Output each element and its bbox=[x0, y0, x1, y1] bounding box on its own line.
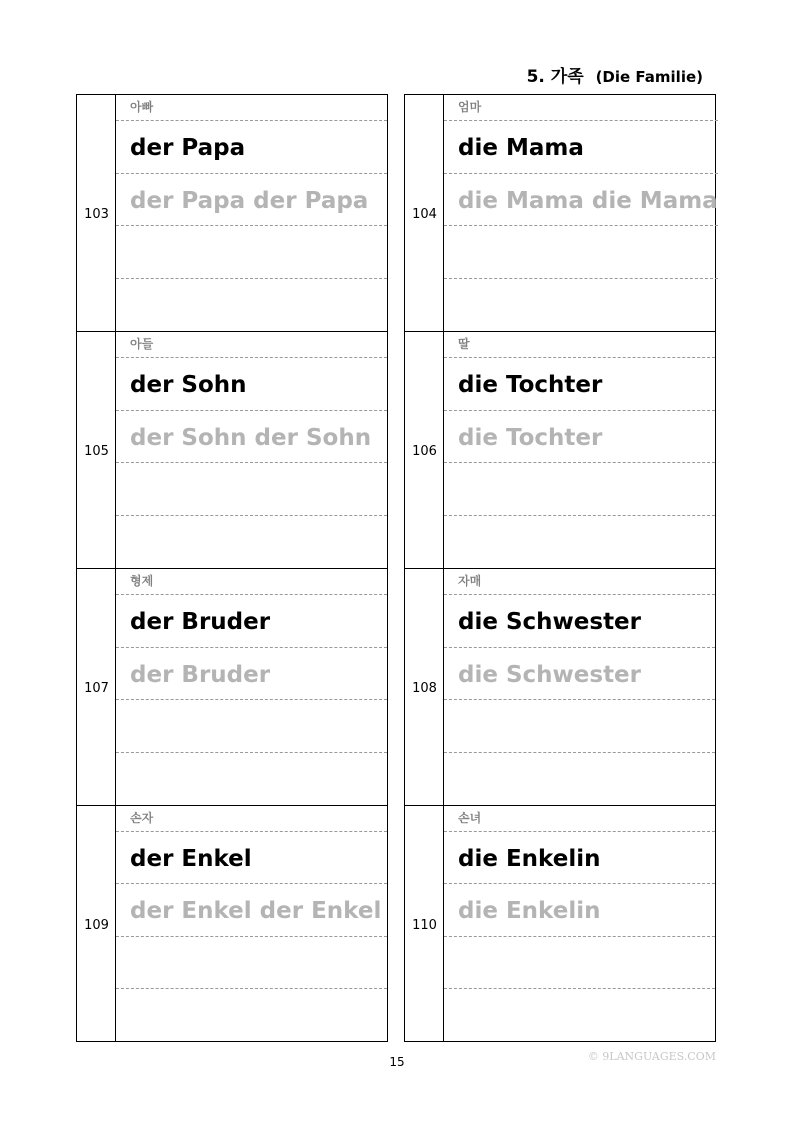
section-header bbox=[527, 62, 703, 87]
practice-line bbox=[116, 989, 387, 1041]
practice-line bbox=[116, 700, 387, 753]
word-card bbox=[404, 805, 716, 1042]
section-title: 5. 가족 bbox=[526, 67, 584, 87]
card-number: 106 bbox=[412, 444, 437, 459]
practice-line bbox=[116, 463, 387, 516]
german-word: die Tochter bbox=[444, 358, 715, 411]
card-number-cell bbox=[77, 95, 116, 331]
korean-meaning: 아들 bbox=[116, 332, 387, 358]
korean-meaning: 딸 bbox=[444, 332, 715, 358]
trace-word: die Tochter bbox=[444, 411, 715, 464]
page-number: 15 bbox=[389, 1055, 405, 1069]
practice-line bbox=[444, 516, 715, 568]
card-number: 107 bbox=[84, 681, 109, 696]
card-number-cell bbox=[405, 569, 444, 805]
korean-meaning: 손자 bbox=[116, 806, 387, 832]
practice-line bbox=[444, 279, 718, 331]
right-column bbox=[404, 94, 716, 1042]
word-card bbox=[404, 331, 716, 568]
card-number: 108 bbox=[412, 681, 437, 696]
korean-meaning: 아빠 bbox=[116, 95, 387, 121]
writing-lines bbox=[444, 95, 718, 331]
trace-word: die Schwester bbox=[444, 648, 715, 701]
practice-line bbox=[116, 226, 387, 279]
practice-line bbox=[116, 516, 387, 568]
word-card bbox=[76, 331, 388, 568]
german-word: der Bruder bbox=[116, 595, 387, 648]
korean-meaning: 손녀 bbox=[444, 806, 715, 832]
card-number-cell bbox=[77, 332, 116, 568]
word-card bbox=[76, 94, 388, 331]
practice-line bbox=[116, 753, 387, 805]
korean-meaning: 형제 bbox=[116, 569, 387, 595]
practice-line bbox=[116, 279, 387, 331]
practice-line bbox=[444, 989, 715, 1041]
word-card bbox=[404, 94, 716, 331]
card-number-cell bbox=[405, 95, 444, 331]
trace-word: der Papa der Papa bbox=[116, 174, 387, 227]
writing-lines bbox=[116, 806, 387, 1041]
trace-word: die Enkelin bbox=[444, 884, 715, 937]
writing-lines bbox=[444, 569, 715, 805]
card-number-cell bbox=[77, 806, 116, 1041]
card-number-cell bbox=[405, 332, 444, 568]
card-number: 109 bbox=[84, 918, 109, 933]
trace-word: die Mama die Mama bbox=[444, 174, 718, 227]
left-column bbox=[76, 94, 388, 1042]
practice-line bbox=[444, 700, 715, 753]
korean-meaning: 엄마 bbox=[444, 95, 718, 121]
german-word: die Schwester bbox=[444, 595, 715, 648]
card-number: 110 bbox=[412, 918, 437, 933]
practice-line bbox=[444, 753, 715, 805]
word-card bbox=[76, 568, 388, 805]
german-word: die Enkelin bbox=[444, 832, 715, 885]
german-word: der Papa bbox=[116, 121, 387, 174]
word-card bbox=[404, 568, 716, 805]
practice-line bbox=[444, 937, 715, 990]
korean-meaning: 자매 bbox=[444, 569, 715, 595]
card-number: 103 bbox=[84, 207, 109, 222]
german-word: die Mama bbox=[444, 121, 718, 174]
german-word: der Enkel bbox=[116, 832, 387, 885]
trace-word: der Enkel der Enkel bbox=[116, 884, 387, 937]
practice-line bbox=[444, 463, 715, 516]
practice-line bbox=[444, 226, 718, 279]
trace-word: der Sohn der Sohn bbox=[116, 411, 387, 464]
writing-lines bbox=[444, 806, 715, 1041]
writing-lines bbox=[116, 95, 387, 331]
card-number-cell bbox=[77, 569, 116, 805]
writing-lines bbox=[116, 569, 387, 805]
card-number: 105 bbox=[84, 444, 109, 459]
section-subtitle: (Die Familie) bbox=[595, 68, 703, 86]
card-number-cell bbox=[405, 806, 444, 1041]
writing-lines bbox=[444, 332, 715, 568]
practice-line bbox=[116, 937, 387, 990]
card-number: 104 bbox=[412, 207, 437, 222]
writing-lines bbox=[116, 332, 387, 568]
copyright-notice: © 9LANGUAGES.COM bbox=[587, 1050, 716, 1063]
word-card bbox=[76, 805, 388, 1042]
trace-word: der Bruder bbox=[116, 648, 387, 701]
german-word: der Sohn bbox=[116, 358, 387, 411]
